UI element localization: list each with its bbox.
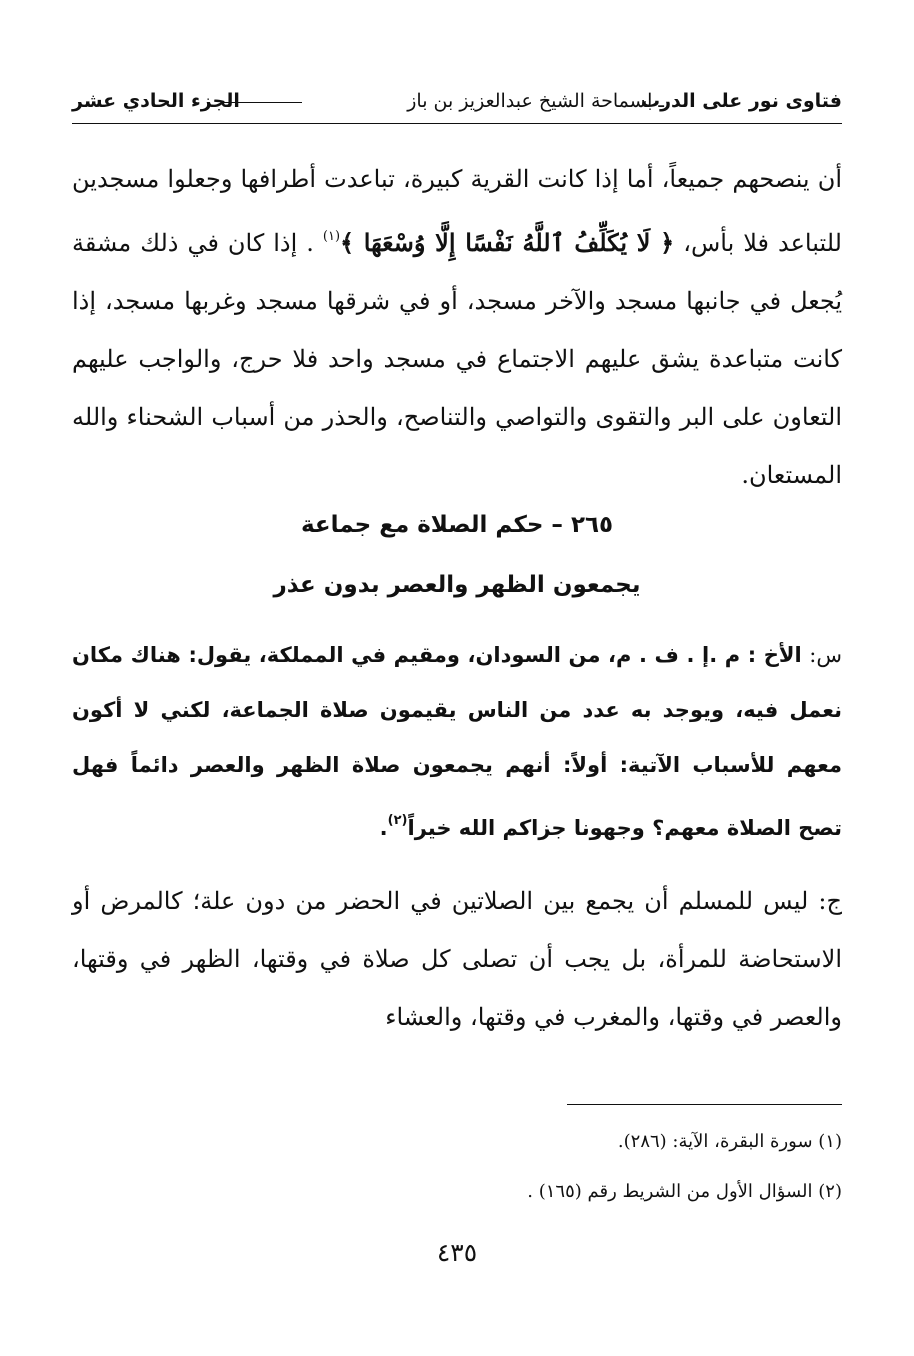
author-line: ـ لسماحة الشيخ عبدالعزيز بن باز (407, 90, 664, 112)
paragraph-continued (72, 150, 842, 504)
volume-label: الجزء الحادي عشر (72, 90, 240, 112)
footnote-ref-2: (٢) (387, 813, 408, 828)
question-label: س: (809, 643, 842, 667)
answer-label: ج: (818, 887, 842, 915)
paragraph-text-before-verse: أن ينصحهم جميعاً، أما إذا كانت القرية كبيرة، تباعدت أطرافها وجعلوا مسجدين للتباعد فلا بأس، (72, 165, 842, 257)
footnote-1: (١) سورة البقرة، الآية: (٢٨٦). (617, 1131, 842, 1152)
quran-verse: ﴿ لَا يُكَلِّفُ ٱللَّهُ نَفْسًا إِلَّا وُسْعَهَا ﴾ (340, 228, 675, 257)
answer-text: ليس للمسلم أن يجمع بين الصلاتين في الحضر من دون علة؛ كالمرض أو الاستحاضة للمرأة، بل يجب أن تصلى كل صلاة في وقتها، الظهر في وقتها، والعصر في وقتها، والمغرب في وقتها، والعشاء (72, 887, 842, 1031)
question-text: الأخ : م .إ . ف . م، من السودان، ومقيم في المملكة، يقول: هناك مكان نعمل فيه، ويوجد به عدد من الناس يقيمون صلاة الجماعة، لكني لا أكون معهم للأسباب الآتية: أولاً: أنهم يجمعون صلاة الظهر والعصر دائماً فهل تصح الصلاة معهم؟ وجهونا جزاكم الله خيراً (72, 643, 842, 840)
page-number: ٤٣٥ (436, 1238, 478, 1267)
running-header (72, 84, 842, 118)
paragraph-text-after-verse: . إذا كان في ذلك مشقة يُجعل في جانبها مسجد والآخر مسجد، أو في شرقها مسجد وغربها مسجد، إذا كانت متباعدة يشق عليهم الاجتماع في مسجد واحد فلا حرج، والواجب عليهم التعاون على البر والتقوى والتواصي والتناصح، والحذر من أسباب الشحناء والله المستعان. (72, 229, 842, 489)
question-block (72, 628, 842, 856)
section-heading: ٢٦٥ – حكم الصلاة مع جماعة (300, 512, 614, 538)
question-end: . (379, 816, 388, 840)
section-subheading: يجمعون الظهر والعصر بدون عذر (273, 572, 641, 598)
book-title: فتاوى نور على الدرب (641, 90, 842, 112)
footnote-ref-1: (١) (322, 229, 341, 244)
footnote-2: (٢) السؤال الأول من الشريط رقم (١٦٥) . (527, 1181, 842, 1202)
footnote-separator (567, 1104, 842, 1105)
header-rule (72, 123, 842, 124)
answer-block (72, 872, 842, 1046)
